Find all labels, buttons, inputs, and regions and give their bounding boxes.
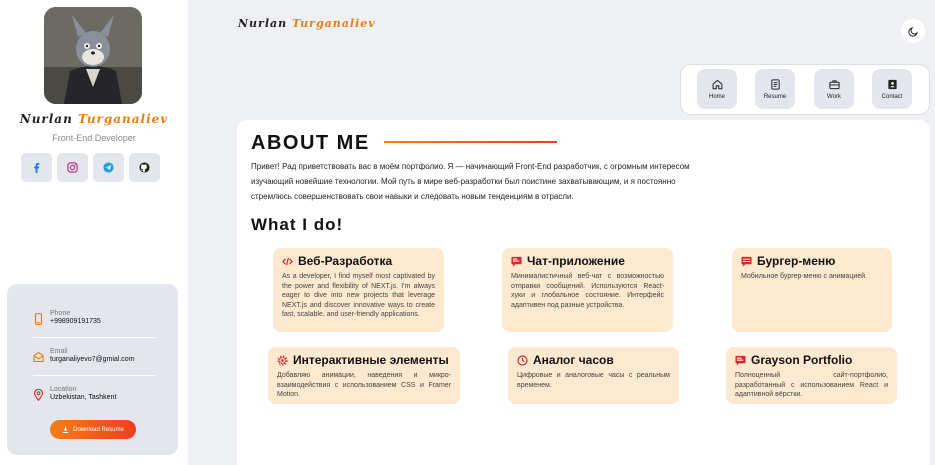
- phone-icon: [33, 313, 44, 325]
- clock-icon: [517, 355, 528, 366]
- nav-home-label: Home: [708, 93, 725, 100]
- nav-resume-label: Resume: [763, 93, 787, 100]
- facebook-button[interactable]: [21, 153, 52, 182]
- profile-role: Front-End Developer: [52, 133, 136, 143]
- service-card-title: [735, 353, 888, 367]
- profile-last-name: Turganaliev: [78, 112, 169, 126]
- service-card-title-text: Бургер-меню: [757, 254, 836, 268]
- gear-icon: [277, 355, 288, 366]
- about-text: Привет! Рад приветствовать вас в моём портфолио. Я — начинающий Front-End разработчик, с огромным интересом изучающий новейшие технологии. Мой путь в мире веб-разработки был поистине захватывающим, и я постоянно стремлюсь совершенствовать свои навыки и следовать новым тенденциям в отрасли.: [251, 162, 690, 201]
- about-title: ABOUT ME: [251, 132, 370, 154]
- contact-divider: [33, 375, 155, 376]
- portfolio-icon: [735, 355, 746, 366]
- instagram-icon: [67, 162, 78, 173]
- profile-first-name: Nurlan: [19, 112, 73, 126]
- service-card-desc: Мобильное бургер-меню с анимацией.: [741, 273, 867, 280]
- download-icon: [62, 426, 69, 433]
- logo-first-name: Nurlan: [238, 17, 288, 30]
- header-logo[interactable]: [238, 17, 376, 30]
- nav-contact-label: Contact: [881, 93, 903, 100]
- nav-resume[interactable]: [755, 69, 795, 109]
- instagram-button[interactable]: [57, 153, 88, 182]
- telegram-icon: [103, 162, 114, 173]
- service-card: [508, 347, 679, 404]
- service-card-title: [511, 254, 664, 268]
- contact-email: [33, 348, 135, 363]
- main-panel: [237, 120, 930, 465]
- email-icon: [33, 351, 44, 363]
- avatar: [44, 7, 142, 104]
- service-card-title: [282, 254, 435, 268]
- service-card-title: [517, 353, 670, 367]
- service-card-title-text: Интерактивные элементы: [293, 353, 449, 367]
- facebook-icon: [31, 162, 42, 173]
- sidebar: [0, 0, 188, 465]
- location-label: Location: [50, 386, 77, 393]
- github-icon: [139, 162, 150, 173]
- service-card-desc: Полноценный сайт-портфолио, разработанный с использованием React и адаптивной вёрстки.: [735, 372, 888, 398]
- service-card-title-text: Аналог часов: [533, 353, 614, 367]
- nav-work[interactable]: [814, 69, 854, 109]
- contact-phone: [33, 310, 101, 325]
- theme-toggle-button[interactable]: [901, 19, 925, 43]
- service-card: [732, 248, 892, 332]
- service-card-desc: Минималистичный веб-чат с возможностью отправки сообщений. Используются React-хуки и глобальное состояние. Интерфейс адаптивен под разные устройства.: [511, 273, 664, 309]
- nav-work-label: Work: [827, 93, 841, 100]
- service-card-title-text: Веб-Разработка: [298, 254, 393, 268]
- burger-menu-icon: [741, 256, 752, 267]
- phone-label: Phone: [50, 310, 71, 317]
- logo-last-name: Turganaliev: [292, 17, 376, 30]
- nav-contact[interactable]: [872, 69, 912, 109]
- social-links: [21, 153, 160, 182]
- service-card-desc: Добавляю анимации, наведения и микро-взаимодействия с использованием CSS и Framer Motion.: [277, 372, 451, 398]
- email-label: Email: [50, 348, 68, 355]
- email-value[interactable]: turganaliyevo7@gmial.com: [50, 356, 135, 363]
- nav-home[interactable]: [697, 69, 737, 109]
- top-navigation: [681, 65, 929, 114]
- location-pin-icon: [33, 389, 44, 401]
- github-button[interactable]: [129, 153, 160, 182]
- contact-card-icon: [887, 79, 898, 90]
- profile-name: [0, 112, 188, 126]
- service-card: [726, 347, 897, 404]
- resume-icon: [770, 79, 781, 90]
- contact-location: [33, 386, 116, 401]
- contact-card: [7, 284, 178, 455]
- briefcase-icon: [829, 79, 840, 90]
- service-card-title: [277, 353, 451, 367]
- contact-divider: [33, 337, 155, 338]
- chat-icon: [511, 256, 522, 267]
- moon-icon: [908, 26, 919, 37]
- code-icon: [282, 256, 293, 267]
- service-card-title: [741, 254, 883, 268]
- phone-value[interactable]: +998909191735: [50, 318, 101, 325]
- what-i-do-title: What I do!: [251, 215, 344, 234]
- about-title-underline: [384, 141, 557, 143]
- service-card-title-text: Grayson Portfolio: [751, 353, 853, 367]
- avatar-image: [44, 7, 142, 104]
- service-card: [268, 347, 460, 404]
- location-value: Uzbekistan, Tashkent: [50, 394, 117, 401]
- service-card: [502, 248, 673, 332]
- service-card-title-text: Чат-приложение: [527, 254, 625, 268]
- download-resume-button[interactable]: [50, 420, 136, 439]
- download-resume-label: Download Resume: [73, 426, 124, 433]
- service-card-desc: As a developer, I find myself most captivated by the power and flexibility of NEXT.js. I'm always eager to dive into new projects that leverage NEXT.js and discover innovative ways to create fast, scalable, and user-friendly applications.: [282, 273, 435, 318]
- service-card-desc: Цифровые и аналоговые часы с реальным временем.: [517, 372, 670, 389]
- telegram-button[interactable]: [93, 153, 124, 182]
- home-icon: [712, 79, 723, 90]
- service-card: [273, 248, 444, 332]
